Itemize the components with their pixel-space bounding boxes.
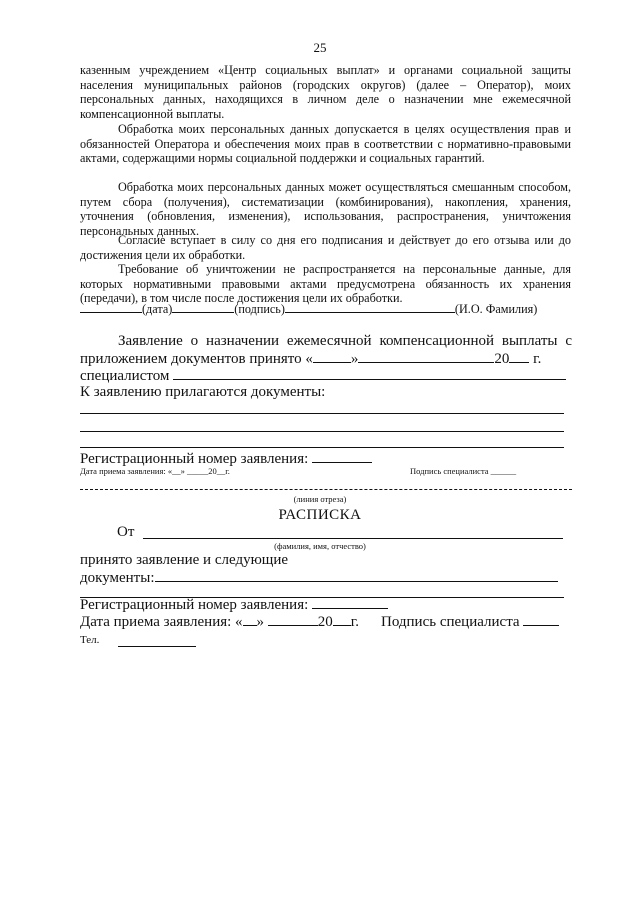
receipt-documents-row (80, 570, 558, 587)
consent-paragraph-4: Согласие вступает в силу со дня его подписания и действует до его отзыва или до достижения цели их обработки. (80, 233, 571, 262)
attached-docs-line-1[interactable] (80, 413, 564, 414)
receipt-sign-row (381, 614, 559, 631)
cut-line-caption: (линия отреза) (293, 494, 347, 504)
cut-line (80, 489, 572, 490)
specialist-blank[interactable] (173, 369, 566, 380)
reg-number-label: Регистрационный номер заявления: (80, 451, 309, 467)
receipt-date-label: Дата приема заявления: « (80, 614, 243, 630)
date-blank[interactable] (80, 302, 142, 313)
year-suffix: г. (533, 351, 542, 367)
name-caption: (И.О. Фамилия) (454, 302, 538, 316)
receipt-quote-close: » (256, 614, 265, 630)
receipt-from-label: От (117, 524, 135, 540)
reg-number-blank[interactable] (312, 452, 372, 463)
consent-paragraph-5: Требование об уничтожении не распространяется на персональные данные, для которых нормативными правовыми актами предусмотрена обязанность их хранения (передачи), в том числе после достижения цели их обработки. (80, 262, 571, 306)
attached-docs-line-2[interactable] (80, 431, 564, 432)
receipt-from-line[interactable] (143, 538, 563, 539)
phone-label: Тел. (80, 634, 100, 646)
consent-paragraph-3: Обработка моих персональных данных может осуществляться смешанным способом, путем сбора (получения), систематизации (комбинирования), накопления, хранения, уточнения (обновления, изменения), использования, распространения, уничтожения персональных данных. (80, 180, 571, 238)
receipt-sign-blank[interactable] (523, 615, 559, 626)
year-prefix: 20 (494, 351, 510, 367)
name-blank[interactable] (285, 302, 455, 313)
acceptance-line-2 (80, 351, 541, 368)
fio-caption: (фамилия, имя, отчество) (274, 541, 366, 551)
documents-blank[interactable] (155, 571, 558, 582)
acceptance-line-3 (80, 368, 566, 385)
date-caption: (дата) (142, 302, 173, 316)
receipt-day-blank[interactable] (243, 615, 257, 626)
signature-caption: (подпись) (234, 302, 285, 316)
receipt-title: РАСПИСКА (278, 507, 362, 523)
date-received-small: Дата приема заявления: «__» _____20__г. (80, 466, 230, 476)
specialist-label: специалистом (80, 368, 170, 384)
receipt-year-prefix: 20 (317, 614, 333, 630)
attached-docs-label: К заявлению прилагаются документы: (80, 384, 326, 400)
receipt-year-suffix: г. (350, 614, 360, 630)
consent-signature-line (80, 302, 572, 317)
documents-label: документы: (80, 570, 155, 586)
consent-paragraph-2: Обработка моих персональных данных допускается в целях осуществления прав и обязанностей Оператора и обеспечения моих прав в соответствии с нормативно-правовыми актами, содержащими нормы социальной поддержки и социальных гарантий. (80, 122, 571, 166)
receipt-year-blank[interactable] (333, 615, 351, 626)
consent-paragraph-1: казенным учреждением «Центр социальных выплат» и органами социальной защиты населения муниципальных районов (городских округов) (далее – Оператор), моих персональных данных, находящихся в личном деле о назначении мне ежемесячной компенсационной выплаты. (80, 63, 571, 121)
receipt-sign-label: Подпись специалиста (381, 614, 520, 630)
acceptance-text: приложением документов принято « (80, 351, 313, 367)
quote-close: » (350, 351, 359, 367)
receipt-accepted-text: принято заявление и следующие (80, 552, 289, 568)
acceptance-line-1: Заявление о назначении ежемесячной компенсационной выплаты с (118, 333, 572, 349)
acceptance-day-blank[interactable] (313, 352, 351, 363)
receipt-reg-number-blank[interactable] (312, 598, 388, 609)
acceptance-month-blank[interactable] (358, 352, 494, 363)
signature-blank[interactable] (172, 302, 234, 313)
receipt-date-row (80, 614, 359, 631)
acceptance-year-blank[interactable] (509, 352, 529, 363)
receipt-month-blank[interactable] (268, 615, 318, 626)
page-number: 25 (313, 40, 327, 55)
receipt-reg-number-row (80, 597, 388, 614)
specialist-sign-small: Подпись специалиста ______ (410, 466, 517, 476)
receipt-reg-number-label: Регистрационный номер заявления: (80, 597, 309, 613)
attached-docs-line-3[interactable] (80, 447, 564, 448)
phone-blank[interactable] (118, 646, 196, 647)
